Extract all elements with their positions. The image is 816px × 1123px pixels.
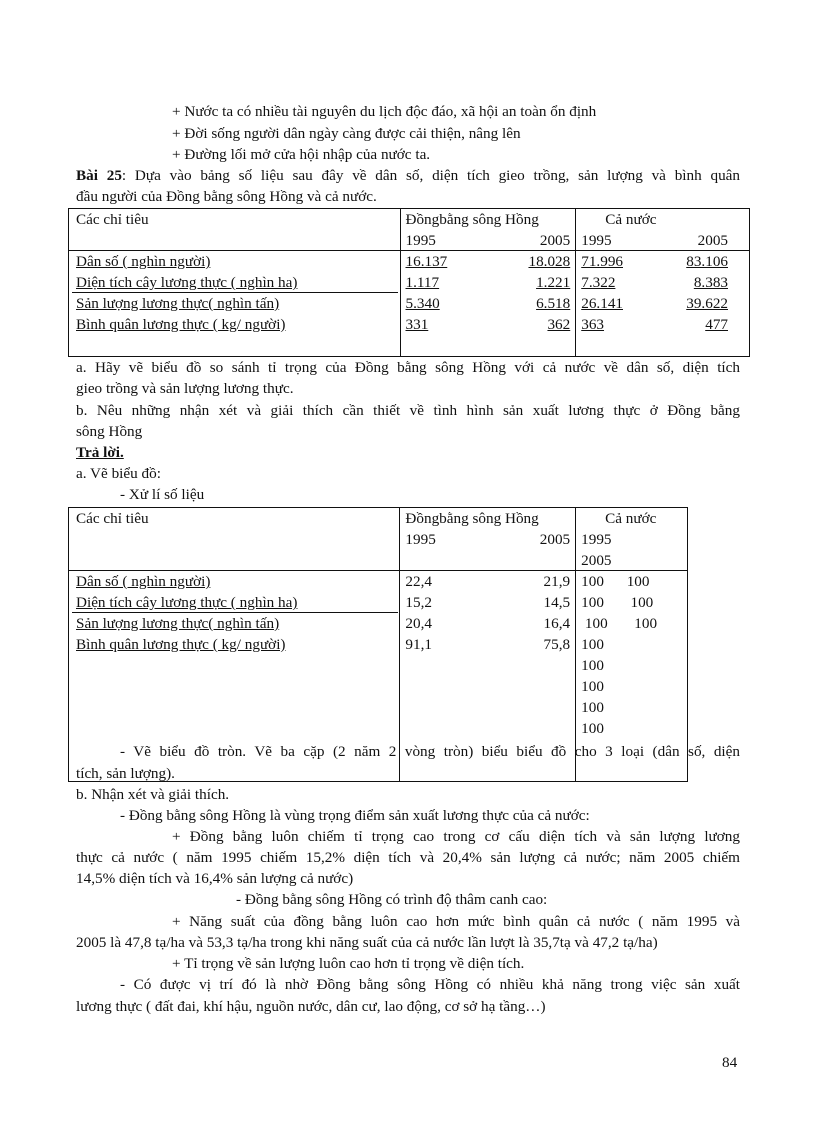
table1-group1-year-a: 1995 bbox=[405, 232, 436, 249]
table1-header-label-cell bbox=[69, 209, 401, 251]
table2-row-label: Dân số ( nghìn người) bbox=[76, 573, 211, 590]
question-a-line-1: a. Hãy vẽ biểu đồ so sánh tỉ trọng của Đồng bằng sông Hồng với cả nước về dân số, diện tích bbox=[76, 359, 740, 376]
answer-process-step: - Xử lí số liệu bbox=[120, 486, 205, 503]
table1-value: 18.028 bbox=[528, 253, 571, 270]
table1-group1-year-b: 2005 bbox=[539, 232, 571, 249]
table2-group1-year-b: 2005 bbox=[539, 531, 571, 548]
table1-labels-cell bbox=[69, 251, 401, 357]
intro-bullet-3: + Đường lối mở cửa hội nhập của nước ta. bbox=[172, 146, 431, 163]
sub-1-line-1: + Đồng bằng luôn chiếm tỉ trọng cao trong cơ cấu diện tích và sản lượng lương bbox=[172, 828, 740, 845]
table2-group2-year-a: 1995 bbox=[581, 531, 612, 548]
table1-value: 8.383 bbox=[693, 274, 728, 291]
intro-bullet-2: + Đời sống người dân ngày càng được cải thiện, nâng lên bbox=[172, 125, 521, 142]
table1-separator-line bbox=[72, 292, 398, 293]
sub-1-line-2: thực cả nước ( năm 1995 chiếm 15,2% diện tích và 20,4% sản lượng cả nước; năm 2005 chiếm bbox=[76, 849, 740, 866]
question-b-line-1: b. Nêu những nhận xét và giải thích cần thiết về tình hình sản xuất lương thực ở Đồng bằng bbox=[76, 402, 740, 419]
sub-2-line-2: 2005 là 47,8 tạ/ha và 53,3 tạ/ha trong khi năng suất của cả nước lần lượt là 35,7tạ và 47,2 tạ/ha) bbox=[76, 934, 658, 951]
table2-value: 16,4 bbox=[543, 615, 571, 632]
table2-header-row bbox=[69, 508, 688, 571]
table1-value: 331 bbox=[405, 316, 429, 333]
table1-row-label: Sản lượng lương thực( nghìn tấn) bbox=[76, 295, 280, 312]
question-b-line-2: sông Hồng bbox=[76, 423, 143, 440]
exercise-line-2: đầu người của Đồng bằng sông Hồng và cả nước. bbox=[76, 188, 377, 205]
table1-country-values-cell bbox=[576, 251, 750, 357]
table2-group2-year-b: 2005 bbox=[581, 552, 612, 569]
table2-country-value: 100 100 bbox=[581, 615, 658, 632]
table1-value: 83.106 bbox=[686, 253, 728, 270]
table2-value: 20,4 bbox=[405, 615, 432, 632]
table2-country-value: 100 100 bbox=[581, 573, 650, 590]
answer-a-title: a. Vẽ biểu đồ: bbox=[76, 465, 161, 482]
table1-header-row bbox=[69, 209, 750, 251]
section-b-title: b. Nhận xét và giải thích. bbox=[76, 786, 230, 803]
data-table-1 bbox=[68, 208, 750, 357]
table1-value: 26.141 bbox=[581, 295, 623, 312]
page-number: 84 bbox=[722, 1054, 738, 1071]
table2-group1-cell bbox=[400, 508, 576, 571]
point-1: - Đồng bằng sông Hồng là vùng trọng điểm sản xuất lương thực của cả nước: bbox=[120, 807, 590, 824]
table1-row-label: Diện tích cây lương thực ( nghìn ha) bbox=[76, 274, 298, 291]
table1-group1: Đồngbằng sông Hồng bbox=[405, 211, 539, 228]
table2-country-value: 100 bbox=[581, 720, 604, 737]
table1-row-label: Dân số ( nghìn người) bbox=[76, 253, 211, 270]
table1-value: 1.117 bbox=[405, 274, 440, 291]
table2-header-label-cell bbox=[69, 508, 400, 571]
table2-header-label: Các chỉ tiêu bbox=[76, 510, 149, 527]
draw-line-1: - Vẽ biểu đồ tròn. Vẽ ba cặp (2 năm 2 vòng tròn) biểu biểu đồ cho 3 loại (dân số, diện bbox=[120, 743, 740, 760]
table2-value: 21,9 bbox=[543, 573, 571, 590]
table1-value: 363 bbox=[581, 316, 605, 333]
table2-value: 75,8 bbox=[543, 636, 571, 653]
table2-country-value: 100 bbox=[581, 657, 604, 674]
table1-value: 1.221 bbox=[536, 274, 571, 291]
table1-value: 6.518 bbox=[536, 295, 571, 312]
table2-group2: Cả nước bbox=[605, 510, 657, 527]
table2-group1: Đồngbằng sông Hồng bbox=[405, 510, 539, 527]
table1-group1-cell bbox=[400, 209, 576, 251]
sub-3: + Tỉ trọng về sản lượng luôn cao hơn tỉ trọng về diện tích. bbox=[172, 955, 525, 972]
table1-row-label: Bình quân lương thực ( kg/ người) bbox=[76, 316, 286, 333]
table2-country-value: 100 bbox=[581, 678, 604, 695]
exercise-text-1: : Dựa vào bảng số liệu sau đây về dân số, diện tích gieo trồng, sản lượng và bình quân bbox=[121, 167, 741, 184]
table1-value: 71.996 bbox=[581, 253, 623, 270]
table1-group2-year-a: 1995 bbox=[581, 232, 612, 249]
exercise-line-1 bbox=[76, 166, 740, 186]
table2-country-value: 100 bbox=[581, 699, 604, 716]
table2-value: 91,1 bbox=[405, 636, 432, 653]
table2-row-label: Sản lượng lương thực( nghìn tấn) bbox=[76, 615, 280, 632]
table2-separator-line bbox=[72, 612, 398, 613]
table2-row-label: Diện tích cây lương thực ( nghìn ha) bbox=[76, 594, 298, 611]
table2-row-label: Bình quân lương thực ( kg/ người) bbox=[76, 636, 286, 653]
sub-2-line-1: + Năng suất của đồng bằng luôn cao hơn mức bình quân cả nước ( năm 1995 và bbox=[172, 913, 740, 930]
table2-value: 14,5 bbox=[543, 594, 571, 611]
table1-value: 362 bbox=[547, 316, 571, 333]
table1-header-label: Các chỉ tiêu bbox=[76, 211, 149, 228]
intro-bullet-1: + Nước ta có nhiều tài nguyên du lịch độc đáo, xã hội an toàn ổn định bbox=[172, 103, 597, 120]
point-2: - Đồng bằng sông Hồng có trình độ thâm canh cao: bbox=[236, 891, 548, 908]
point-3-line-2: lương thực ( đất đai, khí hậu, nguồn nước, dân cư, lao động, cơ sở hạ tầng…) bbox=[76, 998, 546, 1015]
table1-value: 16.137 bbox=[405, 253, 448, 270]
sub-1-line-3: 14,5% diện tích và 16,4% sản lượng cả nước) bbox=[76, 870, 354, 887]
table2-group1-year-a: 1995 bbox=[405, 531, 436, 548]
table1-group2-year-b: 2005 bbox=[697, 232, 728, 249]
exercise-label: Bài 25 bbox=[76, 167, 122, 184]
table1-value: 5.340 bbox=[405, 295, 440, 312]
table1-group2: Cả nước bbox=[605, 211, 657, 228]
question-a-line-2: gieo trồng và sản lượng lương thực. bbox=[76, 380, 294, 397]
table1-value: 477 bbox=[705, 316, 728, 333]
table2-country-value: 100 100 bbox=[581, 594, 654, 611]
table2-group2-cell bbox=[576, 508, 688, 571]
answer-heading: Trả lời. bbox=[76, 444, 124, 461]
table1-value: 39.622 bbox=[686, 295, 728, 312]
point-3-line-1: - Có được vị trí đó là nhờ Đồng bằng sông Hồng có nhiều khả năng trong việc sản xuất bbox=[120, 976, 740, 993]
table2-value: 22,4 bbox=[405, 573, 432, 590]
data-table-2 bbox=[68, 507, 688, 782]
table1-group2-cell bbox=[576, 209, 750, 251]
draw-line-2: tích, sản lượng). bbox=[76, 765, 175, 782]
table1-dbsh-values-cell bbox=[400, 251, 576, 357]
table2-country-value: 100 bbox=[581, 636, 604, 653]
table1-value: 7.322 bbox=[581, 274, 616, 291]
table2-value: 15,2 bbox=[405, 594, 432, 611]
table1-body-row bbox=[69, 251, 750, 357]
